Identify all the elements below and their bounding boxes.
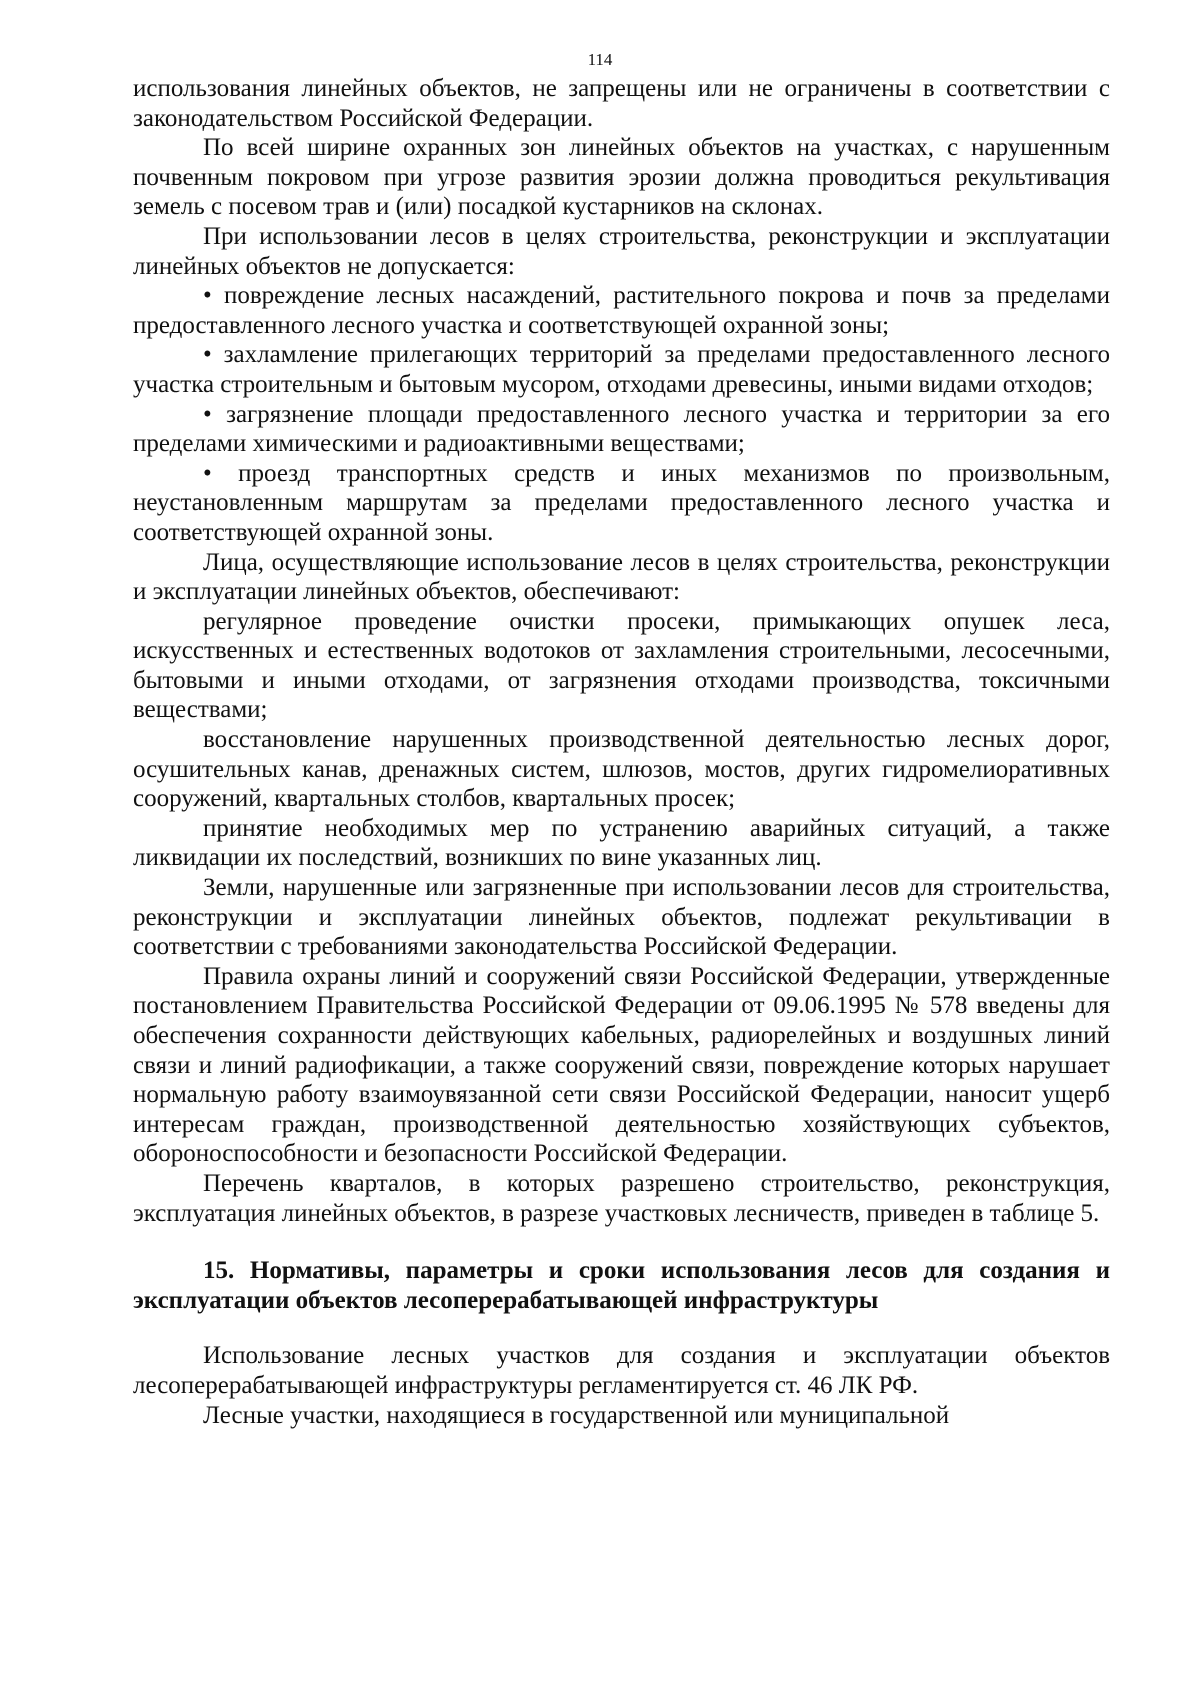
- paragraph-continuation: использования линейных объектов, не запрещены или не ограничены в соответствии с законодательством Российской Федерации.: [133, 75, 1110, 132]
- section-heading: 15. Нормативы, параметры и сроки использования лесов для создания и эксплуатации объектов лесоперерабатывающей инфраструктуры: [133, 1257, 1110, 1314]
- body-text: [133, 74, 1110, 1430]
- bullet-item: • проезд транспортных средств и иных механизмов по произвольным, неустановленным маршрутам за пределами предоставленного лесного участка и соответствующей охранной зоны.: [133, 459, 1110, 546]
- paragraph-communication-rules: Правила охраны линий и сооружений связи Российской Федерации, утвержденные постановлением Правительства Российской Федерации от 09.06.1995 № 578 введены для обеспечения сохранности действующих кабельных, радиорелейных и воздушных линий связи и линий радиофикации, а также сооружений связи, повреждение которых нарушает нормальную работу взаимоувязанной сети связи Российской Федерации, наносит ущерб интересам граждан, производственной деятельностью хозяйствующих субъектов, обороноспособности и безопасности Российской Федерации.: [133, 962, 1110, 1168]
- page-number: 114: [587, 50, 613, 69]
- bullet-item: • захламление прилегающих территорий за пределами предоставленного лесного участка строительным и бытовым мусором, отходами древесины, иными видами отходов;: [133, 341, 1110, 398]
- paragraph-obligations-intro: Лица, осуществляющие использование лесов в целях строительства, реконструкции и эксплуатации линейных объектов, обеспечивают:: [133, 548, 1110, 606]
- paragraph-quarters-list: Перечень кварталов, в которых разрешено строительство, реконструкция, эксплуатация линейных объектов, в разрезе участковых лесничеств, приведен в таблице 5.: [133, 1169, 1110, 1227]
- paragraph-obligation: принятие необходимых мер по устранению аварийных ситуаций, а также ликвидации их последствий, возникших по вине указанных лиц.: [133, 814, 1110, 872]
- paragraph-regulation: Использование лесных участков для создания и эксплуатации объектов лесоперерабатывающей инфраструктуры регламентируется ст. 46 ЛК РФ.: [133, 1342, 1110, 1399]
- paragraph-prohibitions-intro: При использовании лесов в целях строительства, реконструкции и эксплуатации линейных объектов не допускается:: [133, 222, 1110, 280]
- paragraph-recultivation: По всей ширине охранных зон линейных объектов на участках, с нарушенным почвенным покровом при угрозе развития эрозии должна проводиться рекультивация земель с посевом трав и (или) посадкой кустарников на склонах.: [133, 134, 1110, 221]
- bullet-item: • загрязнение площади предоставленного лесного участка и территории за его пределами химическими и радиоактивными веществами;: [133, 400, 1110, 458]
- bullet-item: • повреждение лесных насаждений, растительного покрова и почв за пределами предоставленного лесного участка и соответствующей охранной зоны;: [133, 282, 1110, 339]
- paragraph-obligation: регулярное проведение очистки просеки, примыкающих опушек леса, искусственных и естественных водотоков от захламления строительными, лесосечными, бытовыми и иными отходами, от загрязнения отходами производства, токсичными веществами;: [133, 607, 1110, 724]
- paragraph-lands: Земли, нарушенные или загрязненные при использовании лесов для строительства, реконструкции и эксплуатации линейных объектов, подлежат рекультивации в соответствии с требованиями законодательства Российской Федерации.: [133, 874, 1110, 961]
- paragraph-obligation: восстановление нарушенных производственной деятельностью лесных дорог, осушительных канав, дренажных систем, шлюзов, мостов, других гидромелиоративных сооружений, квартальных столбов, квартальных просек;: [133, 726, 1110, 813]
- paragraph-forest-plots: Лесные участки, находящиеся в государственной или муниципальной: [203, 1401, 950, 1429]
